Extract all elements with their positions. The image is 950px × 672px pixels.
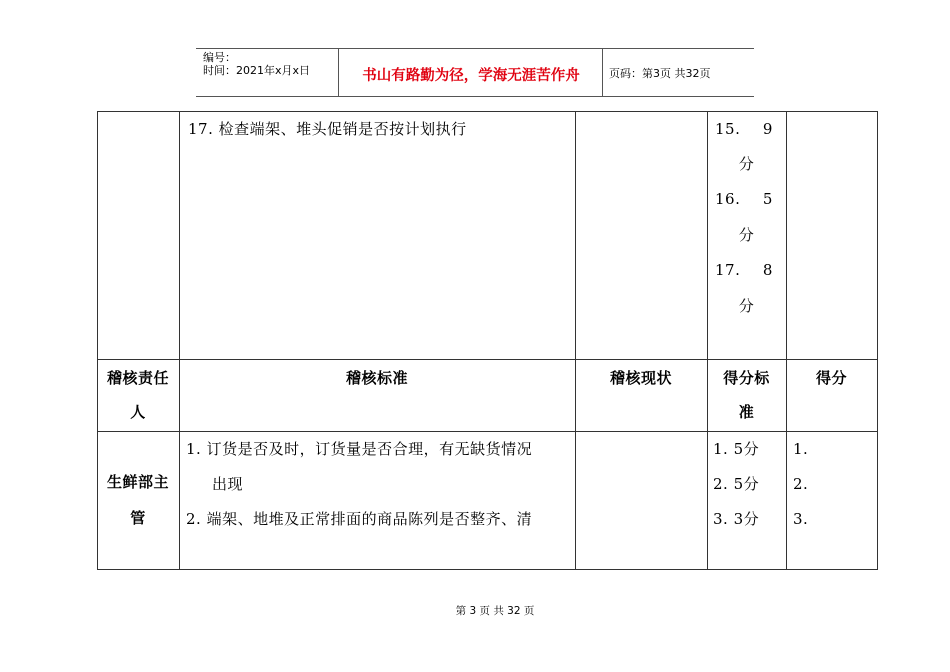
score-standard-item: 1. 5分 [713, 440, 760, 458]
score-standard-unit: 分 [738, 297, 755, 315]
header-motto: 书山有路勤为径，学海无涯苦作舟 [362, 68, 580, 84]
score-standard-item: 2. 5分 [713, 475, 760, 493]
header-score: 得分 [815, 369, 847, 387]
score-standard-item: 15. 9 [715, 120, 773, 138]
criteria-item-2: 2. 端架、地堆及正常排面的商品陈列是否整齐、清 [186, 510, 533, 528]
header-score-standard-line1: 得分标 [723, 369, 770, 387]
person-line1: 生鲜部主 [106, 473, 169, 491]
header-score-standard-line2: 准 [738, 403, 755, 421]
table-border [97, 569, 878, 570]
header-person-line2: 人 [130, 403, 146, 421]
header-number: 编号： [203, 51, 236, 64]
criteria-item-1: 1. 订货是否及时，订货量是否合理，有无缺货情况 [186, 440, 533, 458]
table-border [877, 111, 878, 569]
header-page-number: 页码：第3页 共32页 [609, 67, 711, 80]
table-border [179, 111, 180, 569]
header-status: 稽核现状 [609, 369, 672, 387]
score-standard-item: 16. 5 [715, 190, 773, 208]
criteria-item-17: 17. 检查端架、堆头促销是否按计划执行 [188, 120, 467, 138]
header-criteria: 稽核标准 [345, 369, 408, 387]
table-border [575, 111, 576, 569]
score-standard-item: 17. 8 [715, 261, 773, 279]
score-standard-unit: 分 [738, 226, 755, 244]
header-top-line [196, 48, 754, 49]
table-border [97, 359, 878, 360]
score-item: 3. [793, 510, 809, 528]
table-border [786, 111, 787, 569]
header-divider [602, 48, 603, 96]
score-standard-unit: 分 [738, 155, 755, 173]
criteria-item-1-cont: 出现 [212, 475, 244, 493]
page-footer: 第 3 页 共 32 页 [455, 605, 535, 617]
score-standard-item: 3. 3分 [713, 510, 760, 528]
header-divider [338, 48, 339, 96]
score-item: 1. [793, 440, 809, 458]
header-person-line1: 稽核责任 [106, 369, 169, 387]
person-line2: 管 [130, 509, 146, 527]
score-item: 2. [793, 475, 809, 493]
header-time: 时间：2021年x月x日 [203, 64, 311, 77]
header-bottom-line [196, 96, 754, 97]
